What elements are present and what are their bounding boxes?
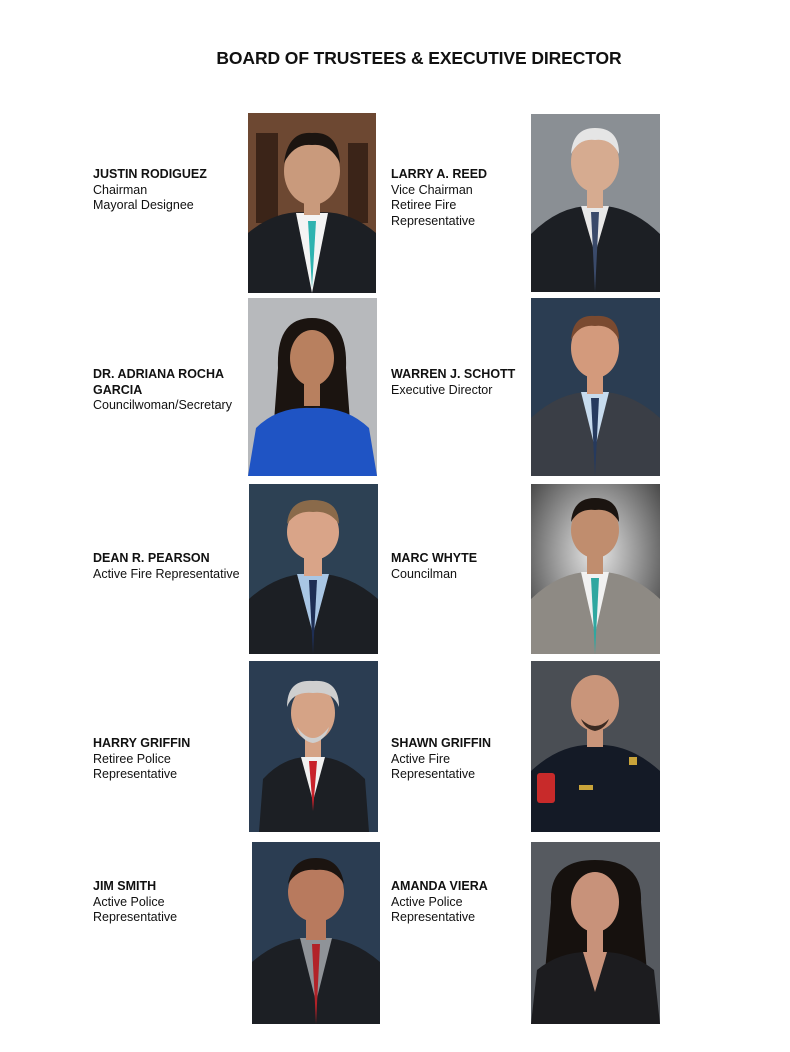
portrait-amanda-viera bbox=[531, 842, 660, 1024]
member-role: Retiree Fire bbox=[391, 198, 457, 212]
member-shawn-griffin bbox=[391, 736, 491, 783]
member-role: Councilman bbox=[391, 566, 458, 581]
member-justin-rodiguez bbox=[93, 167, 207, 214]
portrait-dean-pearson bbox=[249, 484, 378, 654]
portrait-larry-reed bbox=[531, 114, 660, 292]
member-role: Representative bbox=[93, 910, 178, 924]
member-role: Representative bbox=[391, 910, 476, 924]
member-name: GARCIA bbox=[93, 382, 143, 397]
member-harry-griffin bbox=[93, 736, 190, 783]
member-adriana-rocha-garcia bbox=[93, 367, 232, 414]
member-role: Representative bbox=[391, 767, 476, 781]
member-warren-schott bbox=[391, 367, 515, 398]
member-role: Councilwoman/Secretary bbox=[93, 398, 232, 412]
member-role: Mayoral Designee bbox=[93, 198, 194, 212]
member-role: Active Fire bbox=[391, 751, 451, 766]
member-larry-reed bbox=[391, 167, 487, 229]
member-role: Representative bbox=[391, 213, 476, 228]
member-dean-pearson bbox=[93, 551, 240, 582]
member-role: Executive Director bbox=[391, 382, 493, 397]
member-role: Representative bbox=[93, 767, 178, 781]
member-role: Vice Chairman bbox=[391, 182, 473, 197]
portrait-marc-whyte bbox=[531, 484, 660, 654]
member-name: SHAWN GRIFFIN bbox=[391, 736, 491, 750]
member-name: JUSTIN RODIGUEZ bbox=[93, 167, 207, 181]
member-name: WARREN J. SCHOTT bbox=[391, 367, 516, 381]
member-name: HARRY GRIFFIN bbox=[93, 736, 191, 750]
member-name: MARC WHYTE bbox=[391, 551, 478, 565]
member-name: DEAN R. PEARSON bbox=[93, 551, 210, 565]
portrait-jim-smith bbox=[252, 842, 380, 1024]
portrait-shawn-griffin bbox=[531, 661, 660, 832]
member-jim-smith bbox=[93, 879, 177, 926]
member-role: Retiree Police bbox=[93, 751, 171, 766]
member-name: LARRY A. REED bbox=[391, 167, 488, 181]
member-amanda-viera bbox=[391, 879, 488, 926]
member-name: AMANDA VIERA bbox=[391, 879, 488, 893]
portrait-harry-griffin bbox=[249, 661, 378, 832]
portrait-warren-schott bbox=[531, 298, 660, 476]
member-role: Active Fire Representative bbox=[93, 566, 240, 581]
portrait-justin-rodiguez bbox=[248, 113, 376, 293]
member-role: Active Police bbox=[391, 894, 463, 909]
portrait-adriana-rocha-garcia bbox=[248, 298, 377, 476]
page-title: BOARD OF TRUSTEES & EXECUTIVE DIRECTOR bbox=[216, 48, 622, 68]
member-name: DR. ADRIANA ROCHA bbox=[93, 367, 225, 381]
member-role: Active Police bbox=[93, 894, 165, 909]
member-name: JIM SMITH bbox=[93, 879, 157, 893]
member-role: Chairman bbox=[93, 182, 148, 197]
member-marc-whyte bbox=[391, 551, 477, 582]
